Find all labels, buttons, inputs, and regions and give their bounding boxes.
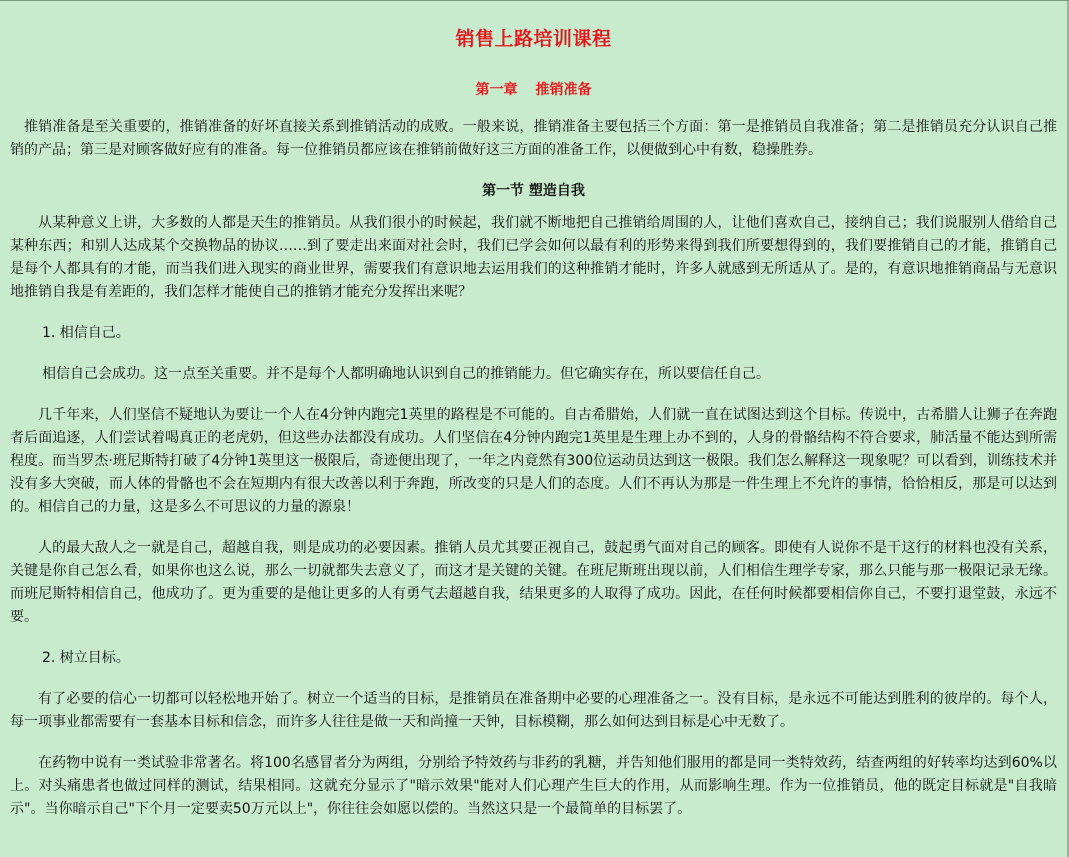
chapter-heading (10, 79, 1057, 99)
document-page (0, 24, 1069, 821)
document-title: 销售上路培训课程 (455, 28, 612, 50)
list-item-heading: 1. 相信自己。 (42, 325, 130, 341)
section-heading: 第一节 塑造自我 (482, 183, 585, 199)
section-paragraph: 从某种意义上讲，大多数的人都是天生的推销员。从我们很小的时候起，我们就不断地把自己推销给周围的人，让他们喜欢自己，接纳自己；我们说服别人借给自己某种东西；和别人达成某个交换物品的协议……到了要走出来面对社会时，我们已学会如何以最有利的形势来得到我们所要想得到的，我们要推销自己的才能，推销自己是每个人都具有的才能，而当我们进入现实的商业世界，需要我们有意识地去运用我们的这种推销才能时，许多人就感到无所适从了。是的，有意识地推销商品与无意识地推销自我是有差距的，我们怎样才能使自己的推销才能充分发挥出来呢？ (10, 215, 1057, 300)
list-item-heading: 2. 树立目标。 (42, 650, 130, 666)
chapter-name: 推销准备 (535, 82, 592, 98)
paragraph: 人的最大敌人之一就是自己，超越自我，则是成功的必要因素。推销人员尤其要正视自己，鼓起勇气面对自己的顾客。即使有人说你不是干这行的材料也没有关系，关键是你自己怎么看，如果你也这么说，那么一切就都失去意义了，而这才是关键的关键。在班尼斯班出现以前，人们相信生理学专家，那么只能与那一极限记录无缘。而班尼斯特相信自己，他成功了。更为重要的是他让更多的人有勇气去超越自我，结果更多的人取得了成功。因此，在任何时候都要相信你自己，不要打退堂鼓，永远不要。 (10, 540, 1057, 625)
paragraph: 有了必要的信心一切都可以轻松地开始了。树立一个适当的目标，是推销员在准备期中必要的心理准备之一。没有目标，是永远不可能达到胜利的彼岸的。每个人，每一项事业都需要有一套基本目标和信念，而许多人往往是做一天和尚撞一天钟，目标模糊，那么如何达到目标是心中无数了。 (10, 691, 1057, 730)
chapter-number: 第一章 (475, 82, 518, 98)
paragraph: 几千年来，人们坚信不疑地认为要让一个人在4分钟内跑完1英里的路程是不可能的。自古希腊始，人们就一直在试图达到这个目标。传说中，古希腊人让狮子在奔跑者后面追逐，人们尝试着喝真正的老虎奶，但这些办法都没有成功。人们坚信在4分钟内跑完1英里是生理上办不到的，人身的骨骼结构不符合要求，肺活量不能达到所需程度。而当罗杰·班尼斯特打破了4分钟1英里这一极限后，奇迹便出现了，一年之内竟然有300位运动员达到这一极限。我们怎么解释这一现象呢？可以看到，训练技术并没有多大突破，而人体的骨骼也不会在短期内有很大改善以利于奔跑，所改变的只是人们的态度。人们不再认为那是一件生理上不允许的事情，恰恰相反，那是可以达到的。相信自己的力量，这是多么不可思议的力量的源泉！ (10, 407, 1057, 515)
intro-paragraph: 推销准备是至关重要的，推销准备的好坏直接关系到推销活动的成败。一般来说，推销准备主要包括三个方面：第一是推销员自我准备；第二是推销员充分认识自己推销的产品；第三是对顾客做好应有的准备。每一位推销员都应该在推销前做好这三方面的准备工作，以便做到心中有数，稳操胜券。 (10, 119, 1057, 158)
paragraph: 相信自己会成功。这一点至关重要。并不是每个人都明确地认识到自己的推销能力。但它确实存在，所以要信任自己。 (42, 366, 770, 382)
paragraph: 在药物中说有一类试验非常著名。将100名感冒者分为两组，分别给予特效药与非药的乳糖，并告知他们服用的都是同一类特效药，结查两组的好转率均达到60%以上。对头痛患者也做过同样的测试，结果相同。这就充分显示了"暗示效果"能对人们心理产生巨大的作用，从而影响生理。作为一位推销员，他的既定目标就是"自我暗示"。当你暗示自己"下个月一定要卖50万元以上"，你往往会如愿以偿的。当然这只是一个最简单的目标罢了。 (10, 755, 1057, 817)
